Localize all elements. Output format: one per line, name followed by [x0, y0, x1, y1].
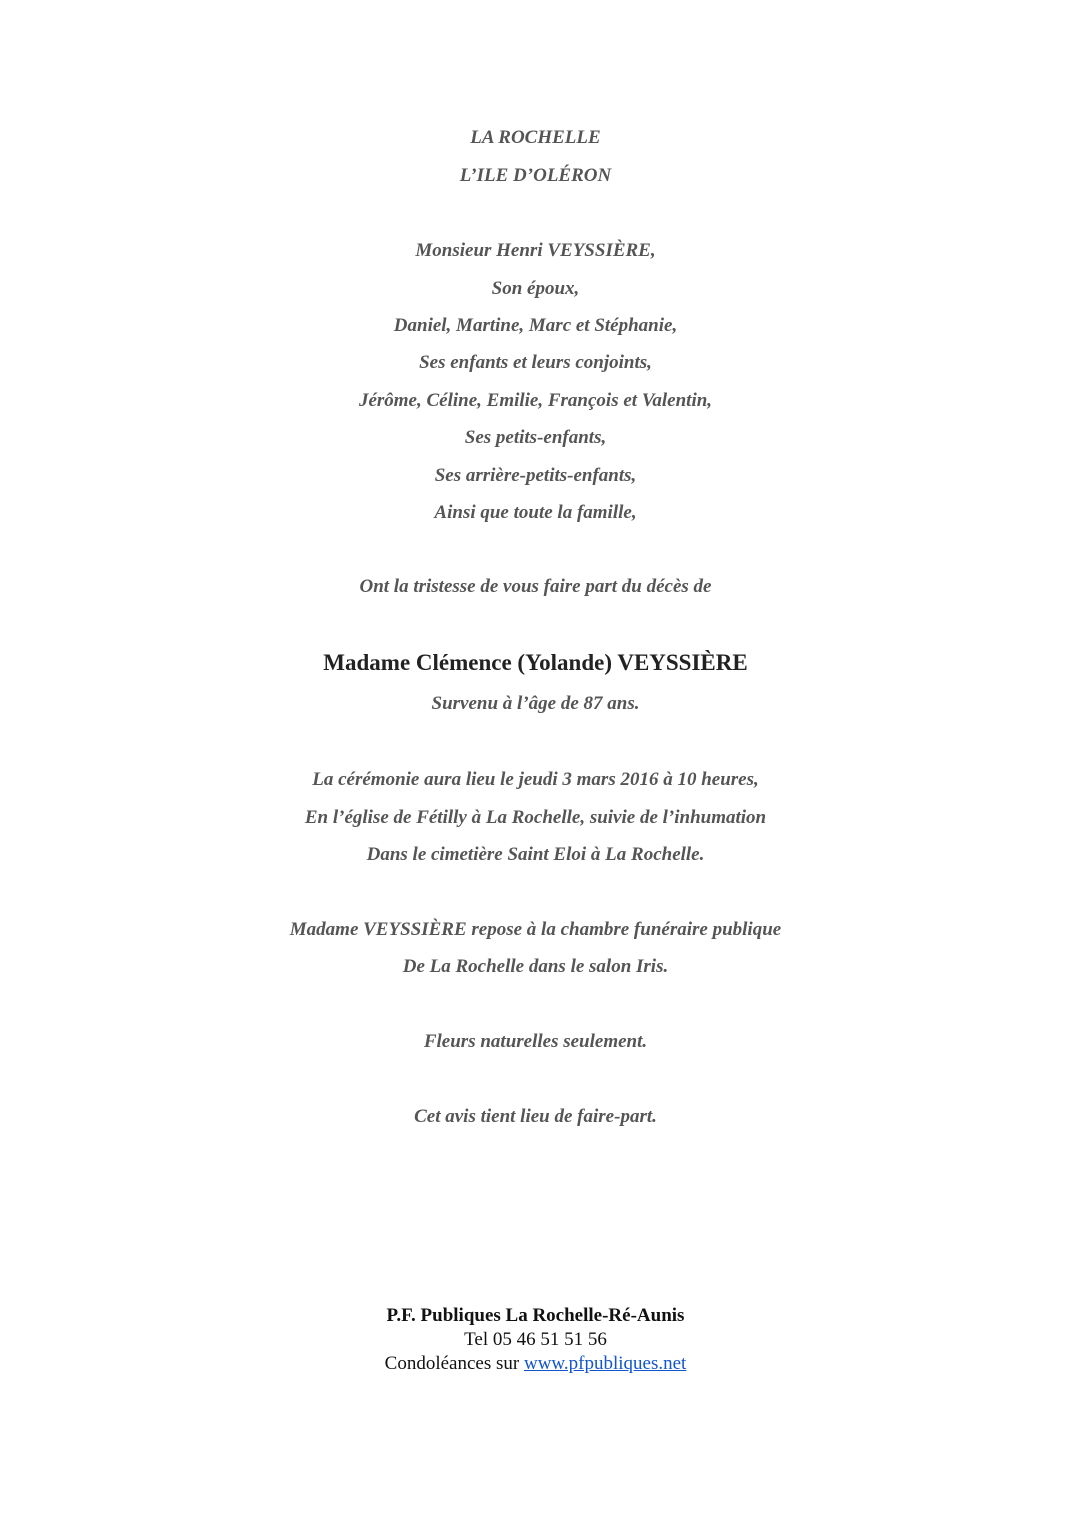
family-line: Daniel, Martine, Marc et Stéphanie,	[393, 315, 678, 336]
deceased-name: Madame Clémence (Yolande) VEYSSIÈRE	[323, 650, 748, 675]
funeral-company-phone: Tel 05 46 51 51 56	[464, 1329, 607, 1350]
ceremony-line: En l’église de Fétilly à La Rochelle, suivie de l’inhumation	[304, 807, 767, 828]
condolences-line	[0, 1353, 1071, 1375]
family-line: Ses arrière-petits-enfants,	[434, 465, 637, 486]
city-la-rochelle: LA ROCHELLE	[470, 127, 601, 148]
ceremony-line: La cérémonie aura lieu le jeudi 3 mars 2016 à 10 heures,	[312, 769, 759, 790]
announcement-text: Ont la tristesse de vous faire part du décès de	[359, 576, 712, 597]
family-line: Son époux,	[491, 278, 580, 299]
rest-line: De La Rochelle dans le salon Iris.	[402, 956, 669, 977]
condolences-label: Condoléances sur	[384, 1353, 524, 1374]
ceremony-line: Dans le cimetière Saint Eloi à La Rochelle.	[366, 844, 705, 865]
flowers-note: Fleurs naturelles seulement.	[423, 1031, 648, 1052]
notice-note: Cet avis tient lieu de faire-part.	[414, 1106, 657, 1127]
funeral-company-name: P.F. Publiques La Rochelle-Ré-Aunis	[386, 1305, 685, 1326]
family-line: Jérôme, Céline, Emilie, François et Valentin,	[358, 390, 713, 411]
family-line: Ses enfants et leurs conjoints,	[419, 352, 652, 373]
family-line: Ses petits-enfants,	[464, 427, 607, 448]
city-ile-oleron: L’ILE D’OLÉRON	[459, 165, 612, 186]
family-line: Ainsi que toute la famille,	[434, 502, 637, 523]
family-line: Monsieur Henri VEYSSIÈRE,	[415, 240, 656, 261]
deceased-age: Survenu à l’âge de 87 ans.	[431, 693, 640, 714]
rest-line: Madame VEYSSIÈRE repose à la chambre funéraire publique	[289, 919, 782, 940]
website-link[interactable]: www.pfpubliques.net	[523, 1353, 687, 1374]
